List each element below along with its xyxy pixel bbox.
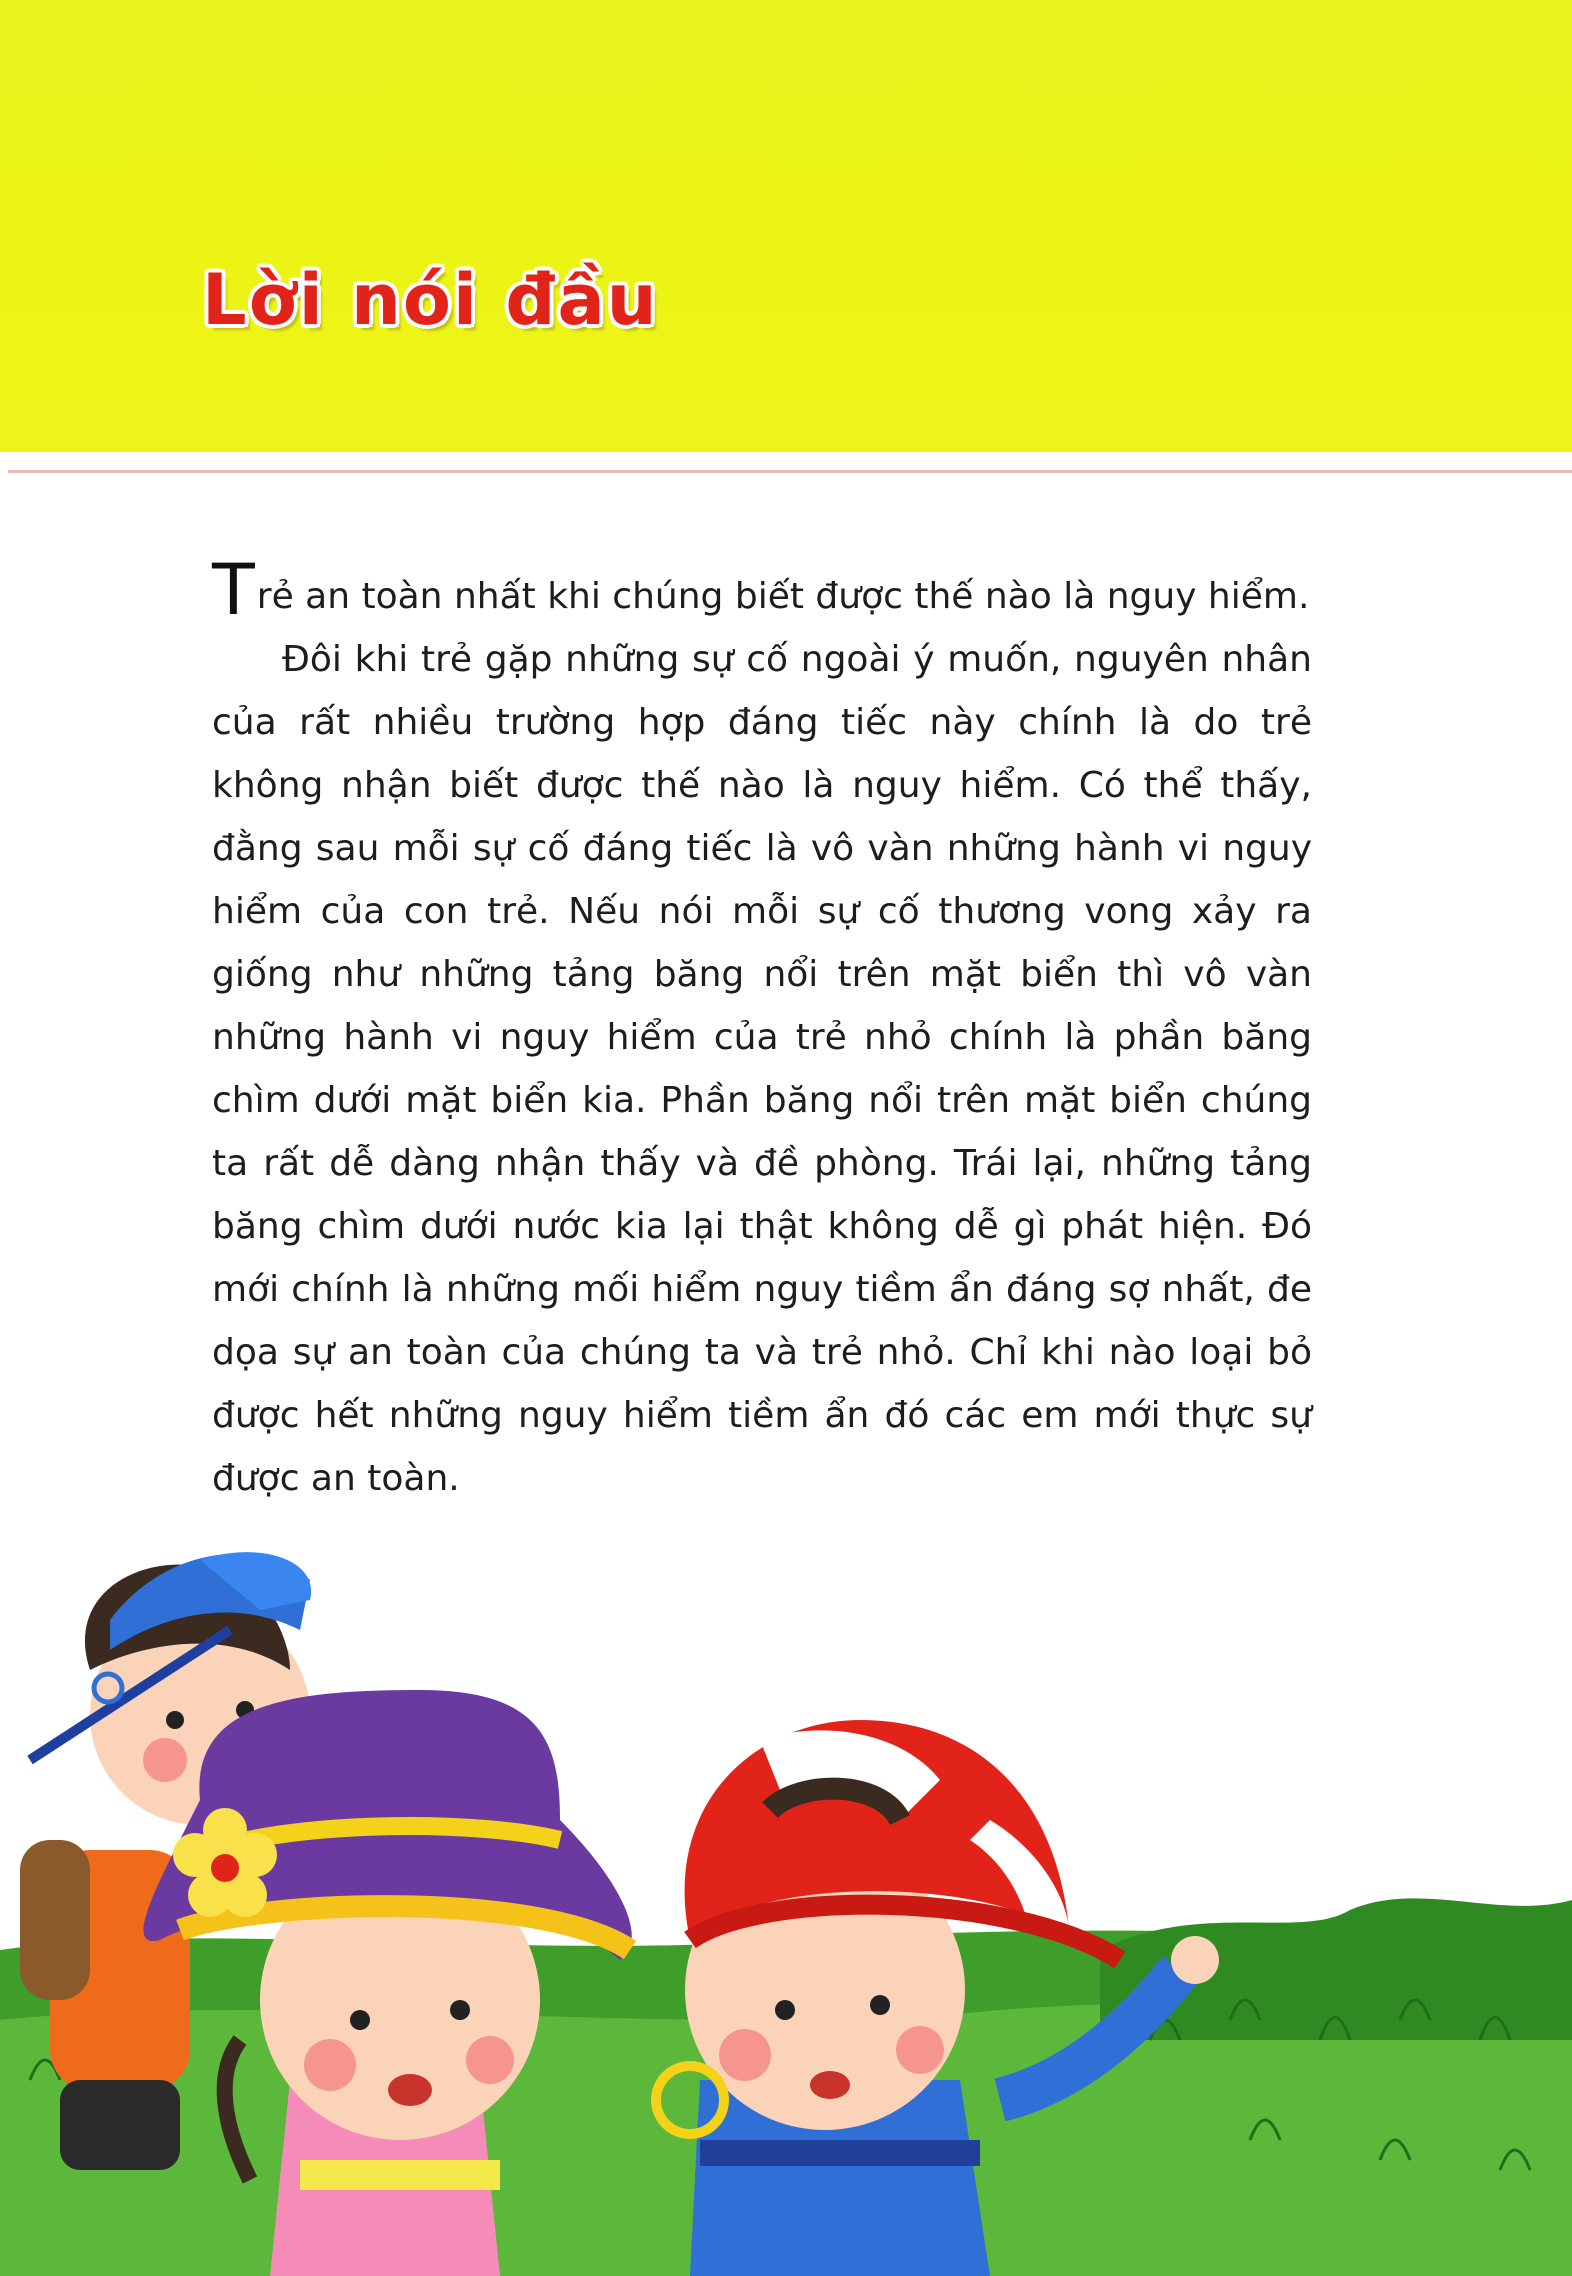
body-text: [212, 549, 1312, 1510]
lead-sentence-rest: rẻ an toàn nhất khi chúng biết được thế nào là nguy hiểm.: [256, 576, 1310, 617]
drop-cap: T: [212, 549, 255, 631]
header-band: [0, 0, 1572, 452]
header-divider: [8, 470, 1572, 473]
main-paragraph: Đôi khi trẻ gặp những sự cố ngoài ý muốn, nguyên nhân của rất nhiều trường hợp đáng tiếc này chính là do trẻ không nhận biết được thế nào là nguy hiểm. Có thể thấy, đằng sau mỗi sự cố đáng tiếc là vô vàn những hành vi nguy hiểm của con trẻ. Nếu nói mỗi sự cố thương vong xảy ra giống như những tảng băng nổi trên mặt biển thì vô vàn những hành vi nguy hiểm của trẻ nhỏ chính là phần băng chìm dưới mặt biển kia. Phần băng nổi trên mặt biển chúng ta rất dễ dàng nhận thấy và đề phòng. Trái lại, những tảng băng chìm dưới nước kia lại thật không dễ gì phát hiện. Đó mới chính là những mối hiểm nguy tiềm ẩn đáng sợ nhất, đe dọa sự an toàn của chúng ta và trẻ nhỏ. Chỉ khi nào loại bỏ được hết những nguy hiểm tiềm ẩn đó các em mới thực sự được an toàn.: [212, 639, 1312, 1499]
children-hiking-illustration: [0, 1520, 1572, 2276]
lead-sentence: [212, 549, 1312, 631]
page-title: Lời nói đầu: [202, 259, 659, 341]
